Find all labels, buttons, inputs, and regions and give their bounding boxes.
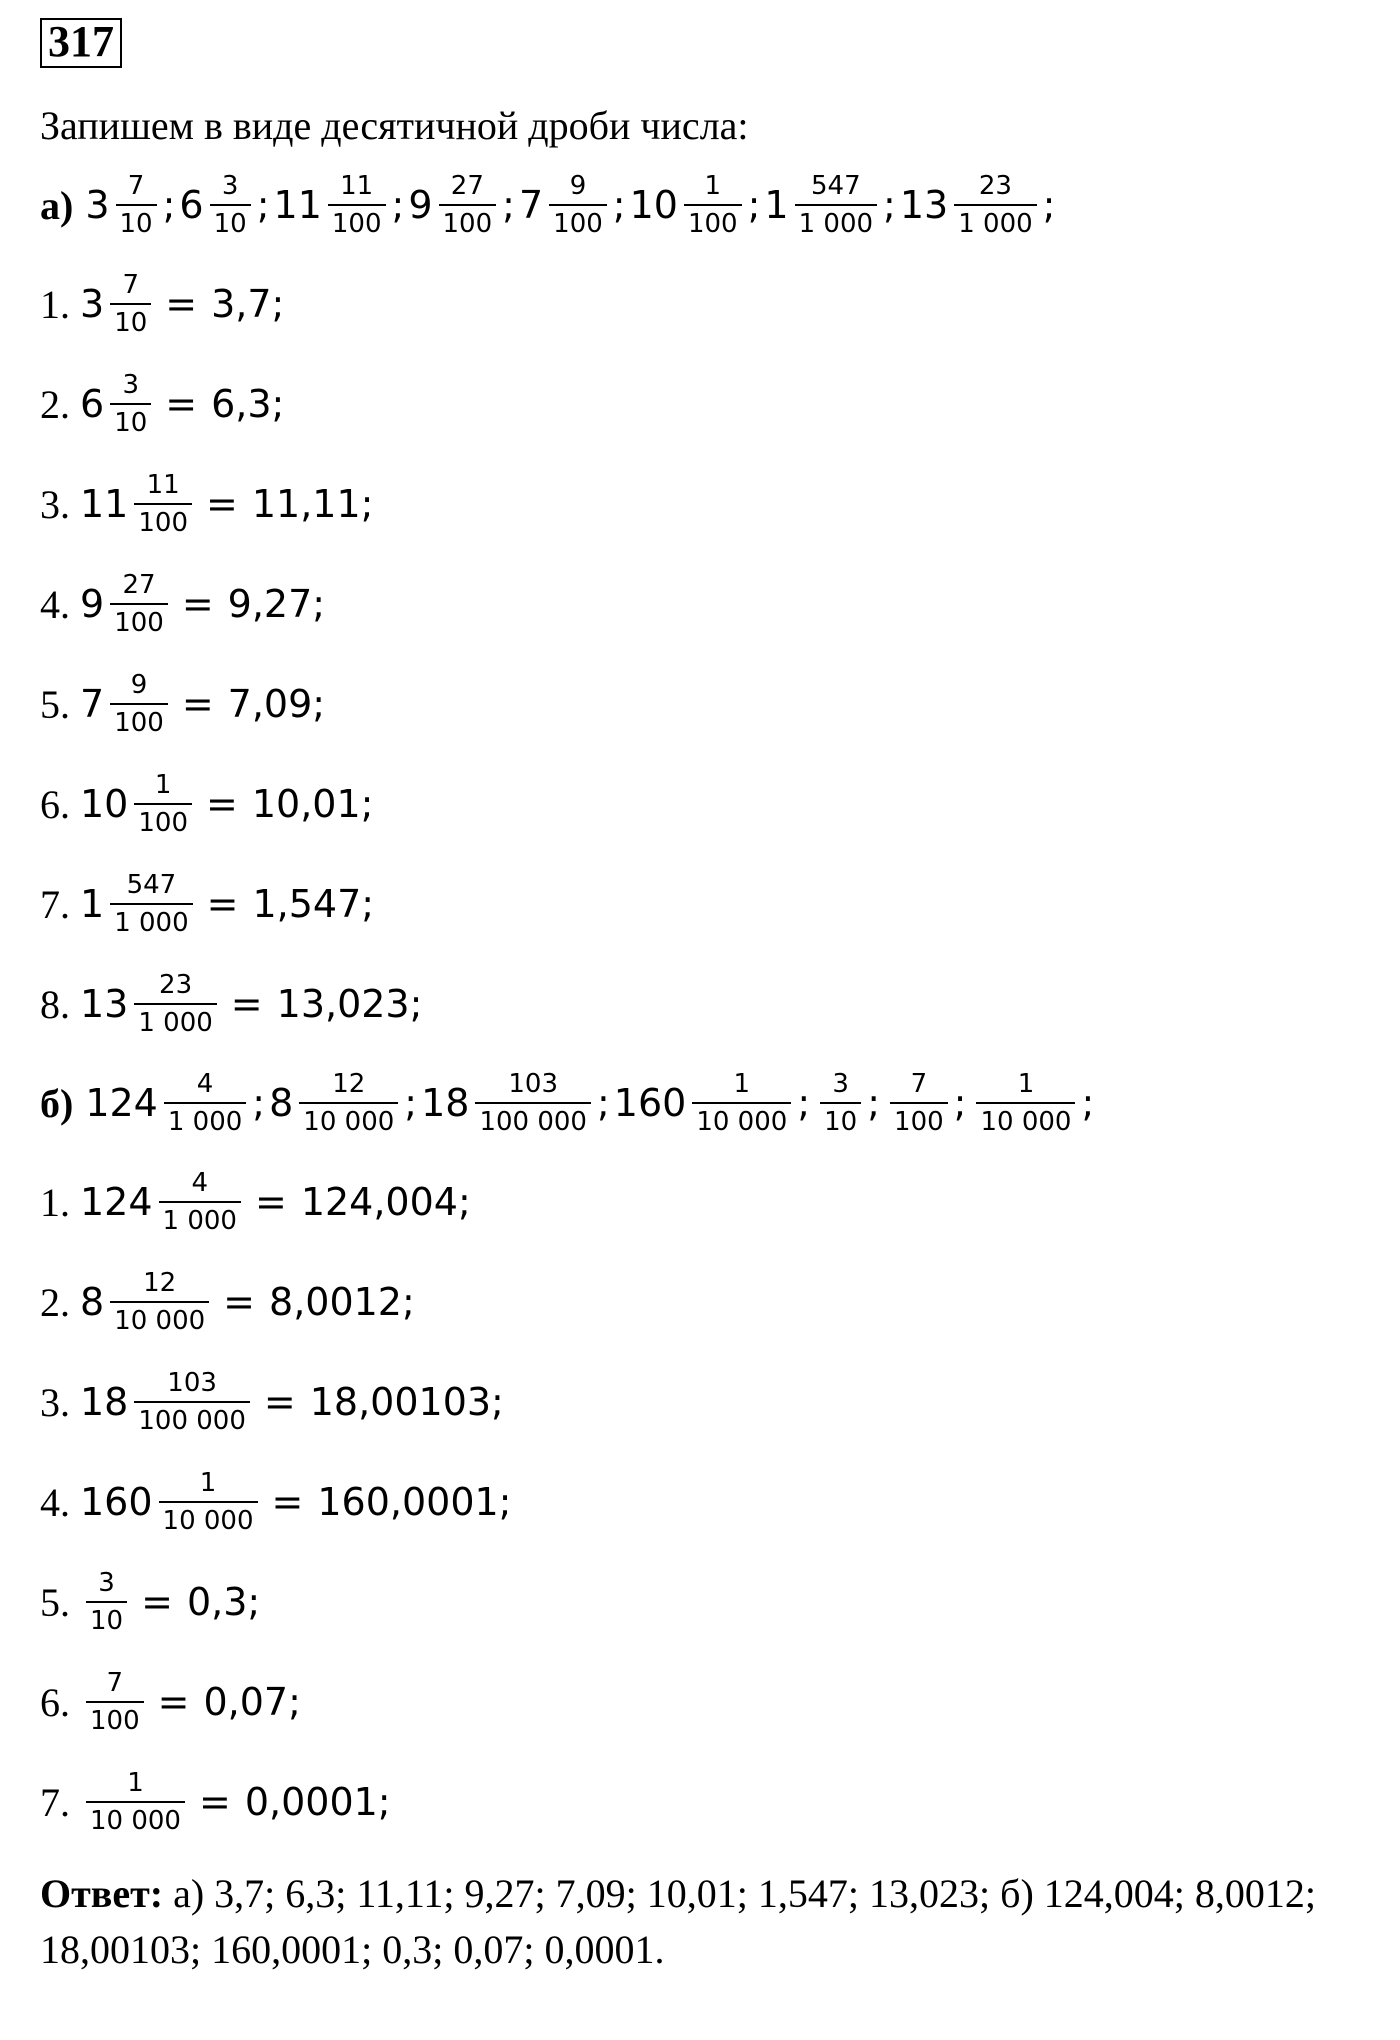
- step-expression: [80, 970, 422, 1038]
- equals-sign: =: [206, 482, 238, 526]
- fraction-numerator: 11: [146, 470, 180, 500]
- separator-semicolon: ;: [256, 183, 270, 227]
- given-number-fraction: [116, 171, 157, 239]
- fraction-denominator: 1 000: [110, 903, 192, 938]
- step-result: 11,11;: [251, 482, 374, 526]
- step-result: 0,0001;: [244, 1780, 391, 1824]
- given-number-fraction: [976, 1069, 1075, 1137]
- equals-sign: =: [206, 782, 238, 826]
- part-a-steps: [40, 254, 1380, 1054]
- fraction-numerator: 103: [167, 1368, 217, 1398]
- fraction-denominator: 100: [328, 204, 386, 239]
- step-number-value-fraction: [86, 1668, 144, 1736]
- given-number-fraction: [820, 1069, 861, 1137]
- given-number-whole: 1: [764, 183, 789, 227]
- fraction-denominator: 100: [110, 603, 168, 638]
- step-number: 6.: [40, 1679, 70, 1725]
- given-number-whole: 9: [408, 183, 433, 227]
- fraction-denominator: 10: [110, 403, 151, 438]
- step-expression: [80, 1768, 391, 1836]
- step-number: 1.: [40, 281, 70, 327]
- given-number-fraction: [328, 171, 386, 239]
- separator-semicolon: ;: [797, 1081, 811, 1125]
- fraction-numerator: 12: [332, 1069, 366, 1099]
- step-result: 1,547;: [252, 882, 375, 926]
- fraction-numerator: 9: [130, 670, 148, 700]
- step-number-value-whole: 160: [80, 1480, 153, 1524]
- answer-text: а) 3,7; 6,3; 11,11; 9,27; 7,09; 10,01; 1,547; 13,023; б) 124,004; 8,0012; 18,00103; 160,0001; 0,3; 0,07; 0,0001.: [40, 1871, 1317, 1972]
- step-number-value-fraction: [86, 1768, 185, 1836]
- part_a-given-list: [85, 171, 1059, 239]
- step-number-value-fraction: [134, 970, 216, 1038]
- given-number-whole: 124: [85, 1081, 158, 1125]
- separator-semicolon: ;: [867, 1081, 881, 1125]
- step-number-value-fraction: [86, 1568, 127, 1636]
- given-number-fraction: [684, 171, 742, 239]
- step-row: [40, 1352, 1380, 1452]
- fraction-denominator: 100: [549, 204, 607, 239]
- given-number-fraction: [299, 1069, 398, 1137]
- given-number-fraction: [890, 1069, 948, 1137]
- given-number-whole: 13: [899, 183, 949, 227]
- part-a-header: [40, 156, 1380, 254]
- fraction-denominator: 10: [210, 204, 251, 239]
- fraction-numerator: 9: [569, 171, 587, 201]
- step-number: 3.: [40, 481, 70, 527]
- fraction-numerator: 4: [191, 1168, 209, 1198]
- given-number-fraction: [475, 1069, 591, 1137]
- separator-semicolon: ;: [596, 1081, 610, 1125]
- fraction-numerator: 11: [340, 171, 374, 201]
- separator-semicolon: ;: [162, 183, 176, 227]
- fraction-numerator: 23: [978, 171, 1012, 201]
- step-number-value-fraction: [134, 470, 192, 538]
- part_b-label: б): [40, 1080, 74, 1126]
- fraction-denominator: 100: [684, 204, 742, 239]
- equals-sign: =: [230, 982, 263, 1026]
- step-number-value-fraction: [159, 1468, 258, 1536]
- step-expression: [80, 370, 284, 438]
- fraction-denominator: 100: [86, 1701, 144, 1736]
- step-number-value-fraction: [110, 670, 168, 738]
- fraction-numerator: 547: [126, 870, 177, 900]
- fraction-denominator: 100: [134, 803, 192, 838]
- step-result: 0,3;: [186, 1580, 261, 1624]
- step-result: 6,3;: [211, 382, 285, 426]
- step-expression: [80, 1468, 511, 1536]
- step-row: [40, 554, 1380, 654]
- step-number-value-whole: 11: [80, 482, 129, 526]
- step-number-value-fraction: [110, 1268, 209, 1336]
- given-number-fraction: [439, 171, 497, 239]
- step-number-value-whole: 3: [80, 282, 105, 326]
- equals-sign: =: [141, 1580, 173, 1624]
- step-result: 9,27;: [227, 582, 326, 626]
- separator-semicolon: ;: [404, 1081, 418, 1125]
- step-row: [40, 1452, 1380, 1552]
- step-row: [40, 1252, 1380, 1352]
- fraction-denominator: 100 000: [475, 1102, 591, 1137]
- step-row: [40, 1152, 1380, 1252]
- fraction-numerator: 1: [199, 1468, 217, 1498]
- step-number-value-fraction: [110, 370, 151, 438]
- fraction-numerator: 1: [1017, 1069, 1035, 1099]
- fraction-denominator: 10: [820, 1102, 861, 1137]
- fraction-denominator: 10 000: [110, 1301, 209, 1336]
- separator-semicolon: ;: [1081, 1081, 1095, 1125]
- given-number-whole: 10: [629, 183, 678, 227]
- fraction-numerator: 1: [704, 171, 722, 201]
- equals-sign: =: [254, 1180, 287, 1224]
- fraction-denominator: 10: [116, 204, 157, 239]
- step-number: 2.: [40, 1279, 70, 1325]
- equals-sign: =: [157, 1680, 190, 1724]
- fraction-denominator: 10 000: [976, 1102, 1075, 1137]
- step-row: [40, 1752, 1380, 1852]
- step-expression: [80, 870, 374, 938]
- step-number: 6.: [40, 781, 70, 827]
- step-row: [40, 354, 1380, 454]
- step-number-value-fraction: [134, 1368, 250, 1436]
- step-number: 8.: [40, 981, 70, 1027]
- step-number-value-fraction: [159, 1168, 241, 1236]
- given-number-whole: 160: [613, 1081, 687, 1125]
- separator-semicolon: ;: [747, 183, 761, 227]
- fraction-denominator: 10: [86, 1601, 127, 1636]
- fraction-numerator: 3: [221, 171, 239, 201]
- fraction-numerator: 4: [196, 1069, 214, 1099]
- fraction-denominator: 100: [890, 1102, 948, 1137]
- step-result: 0,07;: [203, 1680, 301, 1724]
- fraction-numerator: 27: [450, 171, 484, 201]
- given-number-fraction: [954, 171, 1036, 239]
- step-number: 2.: [40, 381, 70, 427]
- step-result: 160,0001;: [317, 1480, 512, 1524]
- step-number-value-whole: 18: [80, 1380, 129, 1424]
- fraction-denominator: 1 000: [159, 1201, 241, 1236]
- step-number-value-whole: 6: [80, 382, 105, 426]
- step-row: [40, 954, 1380, 1054]
- fraction-denominator: 1 000: [164, 1102, 246, 1137]
- equals-sign: =: [206, 882, 239, 926]
- part-b-steps: [40, 1152, 1380, 1852]
- separator-semicolon: ;: [1042, 183, 1056, 227]
- fraction-denominator: 1 000: [954, 204, 1036, 239]
- answer-label: Ответ:: [40, 1871, 164, 1916]
- separator-semicolon: ;: [252, 1081, 266, 1125]
- answer-block: [40, 1866, 1380, 1978]
- step-result: 3,7;: [211, 282, 285, 326]
- part-b-header: [40, 1054, 1380, 1152]
- equals-sign: =: [165, 382, 198, 426]
- given-number-whole: 8: [269, 1081, 294, 1125]
- step-expression: [80, 1368, 504, 1436]
- fraction-denominator: 10 000: [86, 1801, 185, 1836]
- fraction-numerator: 27: [122, 570, 156, 600]
- given-number-fraction: [164, 1069, 246, 1137]
- step-number: 4.: [40, 581, 70, 627]
- given-number-whole: 11: [273, 183, 322, 227]
- step-row: [40, 1552, 1380, 1652]
- step-number-value-whole: 8: [80, 1280, 105, 1324]
- step-number-value-whole: 124: [80, 1180, 153, 1224]
- step-number: 7.: [40, 881, 70, 927]
- step-number-value-fraction: [110, 570, 168, 638]
- step-row: [40, 854, 1380, 954]
- equals-sign: =: [165, 282, 198, 326]
- fraction-denominator: 10 000: [692, 1102, 791, 1137]
- fraction-denominator: 10 000: [159, 1501, 258, 1536]
- part_a-label: а): [40, 182, 74, 228]
- step-number-value-whole: 1: [80, 882, 105, 926]
- separator-semicolon: ;: [883, 183, 896, 227]
- fraction-denominator: 100: [134, 503, 192, 538]
- step-number: 1.: [40, 1179, 70, 1225]
- step-result: 18,00103;: [309, 1380, 504, 1424]
- step-expression: [80, 570, 325, 638]
- step-expression: [80, 670, 325, 738]
- separator-semicolon: ;: [391, 183, 405, 227]
- given-number-whole: 3: [85, 183, 110, 227]
- step-expression: [80, 1168, 471, 1236]
- step-result: 7,09;: [227, 682, 326, 726]
- fraction-numerator: 7: [127, 171, 145, 201]
- step-expression: [80, 770, 373, 838]
- step-expression: [80, 1568, 260, 1636]
- step-number: 5.: [40, 681, 70, 727]
- step-expression: [80, 1668, 301, 1736]
- fraction-denominator: 10: [110, 303, 151, 338]
- step-number-value-whole: 9: [80, 582, 105, 626]
- step-number-value-whole: 13: [80, 982, 129, 1026]
- step-result: 13,023;: [276, 982, 423, 1026]
- step-result: 8,0012;: [269, 1280, 415, 1324]
- solution-page: [40, 18, 1380, 1978]
- step-number: 7.: [40, 1779, 70, 1825]
- fraction-numerator: 12: [143, 1268, 177, 1298]
- step-result: 124,004;: [300, 1180, 471, 1224]
- equals-sign: =: [263, 1380, 296, 1424]
- step-expression: [80, 1268, 415, 1336]
- fraction-denominator: 100: [110, 703, 168, 738]
- step-number-value-whole: 10: [80, 782, 129, 826]
- fraction-numerator: 1: [733, 1069, 751, 1099]
- fraction-numerator: 1: [127, 1768, 144, 1798]
- fraction-numerator: 3: [122, 370, 139, 400]
- fraction-numerator: 23: [159, 970, 193, 1000]
- step-row: [40, 654, 1380, 754]
- step-result: 10,01;: [251, 782, 374, 826]
- step-row: [40, 454, 1380, 554]
- given-number-fraction: [549, 171, 607, 239]
- step-number: 5.: [40, 1579, 70, 1625]
- fraction-denominator: 1 000: [795, 204, 877, 239]
- given-number-fraction: [692, 1069, 791, 1137]
- fraction-numerator: 103: [508, 1069, 559, 1099]
- fraction-numerator: 3: [98, 1568, 115, 1598]
- equals-sign: =: [181, 582, 214, 626]
- separator-semicolon: ;: [612, 183, 626, 227]
- given-number-whole: 6: [179, 183, 204, 227]
- step-row: [40, 1652, 1380, 1752]
- equals-sign: =: [181, 682, 214, 726]
- step-number-value-fraction: [110, 270, 151, 338]
- fraction-numerator: 547: [811, 171, 861, 201]
- step-number-value-fraction: [110, 870, 192, 938]
- given-number-whole: 7: [518, 183, 544, 227]
- step-number: 3.: [40, 1379, 70, 1425]
- fraction-denominator: 100: [439, 204, 497, 239]
- given-number-fraction: [795, 171, 877, 239]
- step-number-value-whole: 7: [80, 682, 105, 726]
- given-number-whole: 18: [421, 1081, 470, 1125]
- equals-sign: =: [271, 1480, 304, 1524]
- step-row: [40, 754, 1380, 854]
- step-expression: [80, 470, 373, 538]
- equals-sign: =: [223, 1280, 256, 1324]
- separator-semicolon: ;: [953, 1081, 967, 1125]
- step-number: 4.: [40, 1479, 70, 1525]
- fraction-numerator: 1: [154, 770, 172, 800]
- fraction-denominator: 1 000: [134, 1003, 216, 1038]
- fraction-numerator: 7: [910, 1069, 928, 1099]
- fraction-numerator: 7: [122, 270, 139, 300]
- part_b-given-list: [85, 1069, 1098, 1137]
- equals-sign: =: [198, 1780, 231, 1824]
- fraction-numerator: 7: [106, 1668, 124, 1698]
- separator-semicolon: ;: [502, 183, 515, 227]
- task-number: 317: [40, 18, 122, 68]
- fraction-denominator: 10 000: [299, 1102, 398, 1137]
- fraction-numerator: 3: [832, 1069, 849, 1099]
- fraction-denominator: 100 000: [134, 1401, 250, 1436]
- step-expression: [80, 270, 284, 338]
- step-number-value-fraction: [134, 770, 192, 838]
- given-number-fraction: [210, 171, 251, 239]
- step-row: [40, 254, 1380, 354]
- intro-text: Запишем в виде десятичной дроби числа:: [40, 103, 749, 148]
